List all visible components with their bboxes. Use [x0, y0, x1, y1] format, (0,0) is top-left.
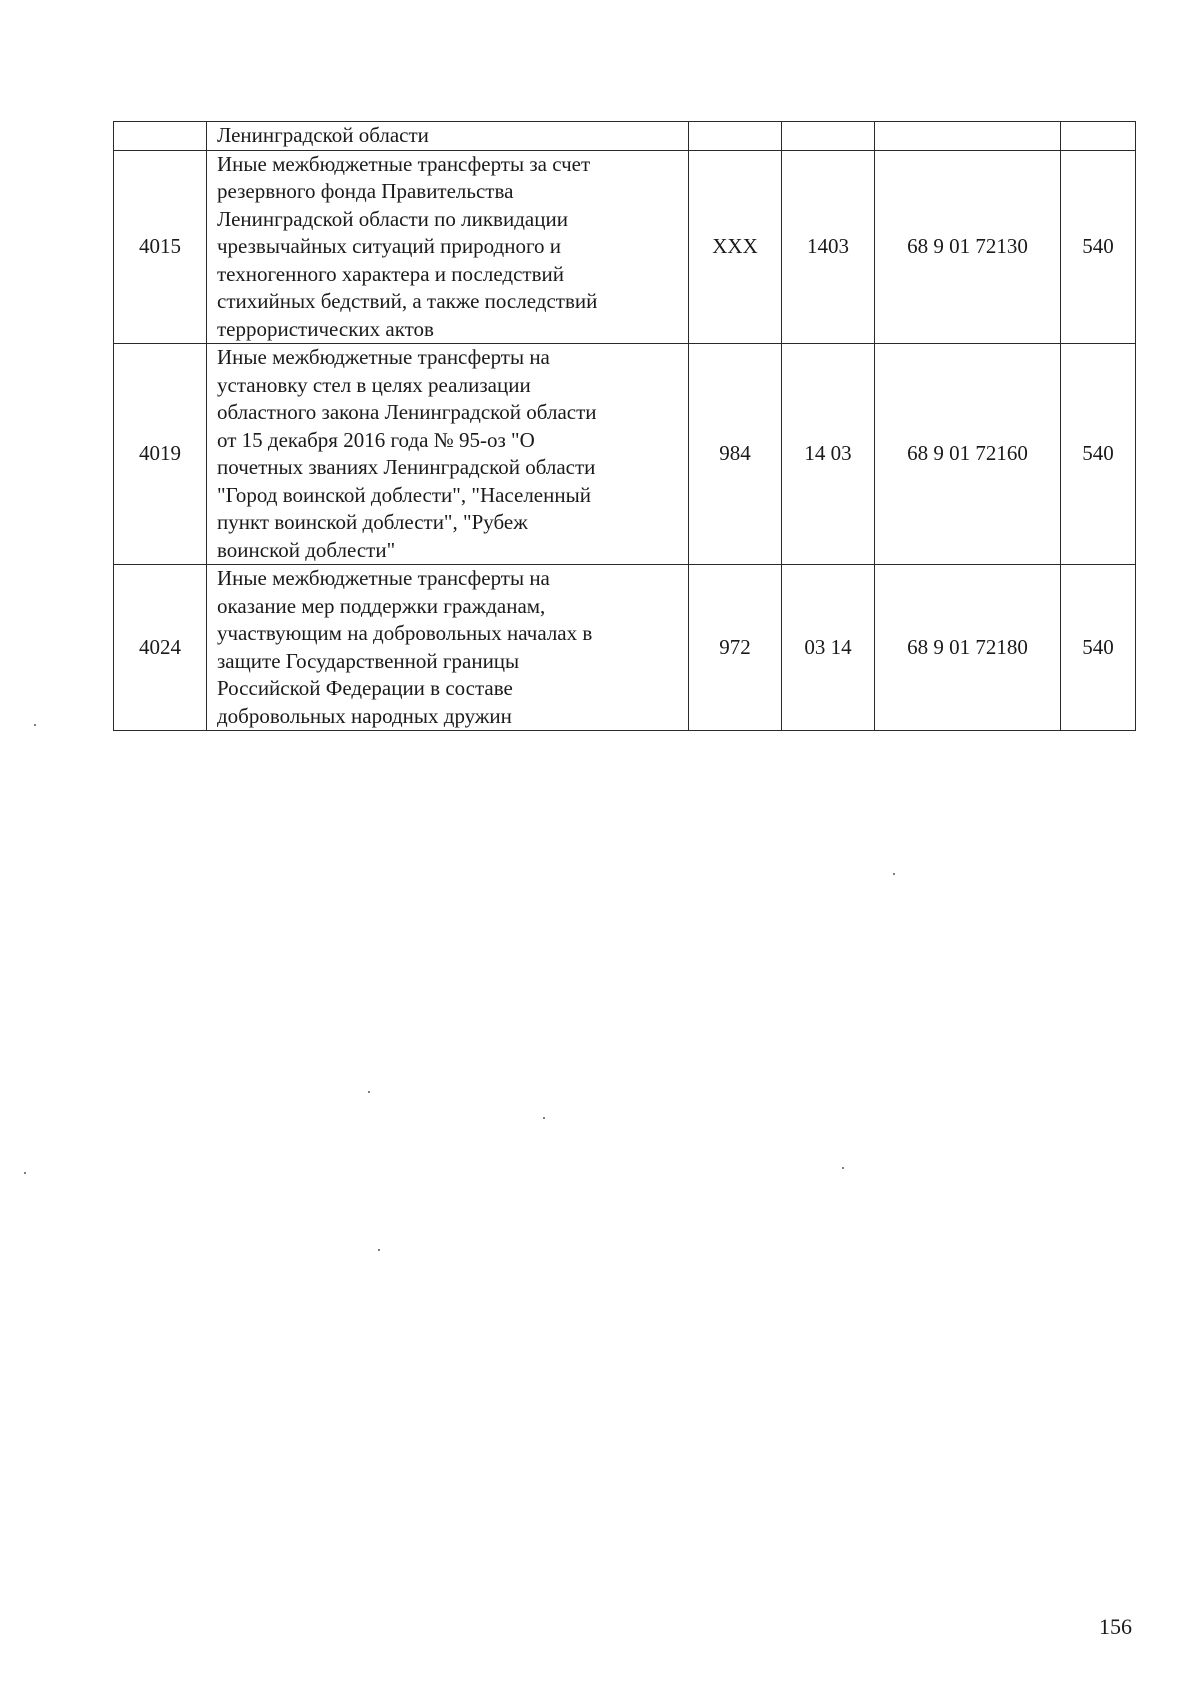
description-line: террористических актов — [217, 316, 434, 341]
table-row — [114, 344, 1136, 565]
description-line: Ленинградской области — [217, 123, 429, 147]
section-code-cell: 14 03 — [782, 344, 875, 565]
scan-speck — [842, 1167, 844, 1169]
description-line: от 15 декабря 2016 года № 95-оз "О — [217, 427, 535, 452]
section-code-cell: 03 14 — [782, 565, 875, 731]
scan-speck — [543, 1117, 545, 1119]
ministry-code-cell: XXX — [689, 150, 782, 344]
expense-type-cell: 540 — [1061, 565, 1136, 731]
scan-speck — [34, 724, 36, 726]
description-line: оказание мер поддержки гражданам, — [217, 593, 546, 618]
description-line: Иные межбюджетные трансферты на — [217, 566, 550, 590]
description-cell — [207, 122, 689, 151]
description-line: областного закона Ленинградской области — [217, 400, 597, 424]
scan-speck — [368, 1091, 370, 1093]
target-code-cell — [875, 122, 1061, 151]
page-number: 156 — [1099, 1614, 1132, 1639]
table-row — [114, 122, 1136, 151]
expense-type-cell: 540 — [1061, 150, 1136, 344]
ministry-code-cell: 984 — [689, 344, 782, 565]
description-line: "Город воинской доблести", "Населенный — [217, 482, 591, 507]
scan-speck — [893, 873, 895, 875]
expense-type-cell — [1061, 122, 1136, 151]
description-line: защите Государственной границы — [217, 648, 520, 673]
description-cell — [207, 344, 689, 565]
table-row — [114, 565, 1136, 731]
expense-type-cell: 540 — [1061, 344, 1136, 565]
section-code-cell — [782, 122, 875, 151]
description-line: добровольных народных дружин — [217, 703, 512, 728]
description-line: воинской доблести" — [217, 537, 396, 562]
ministry-code-cell: 972 — [689, 565, 782, 731]
description-line: пункт воинской доблести", "Рубеж — [217, 510, 528, 534]
code-cell: 4015 — [114, 150, 207, 344]
description-line: Ленинградской области по ликвидации — [217, 206, 568, 231]
description-cell — [207, 565, 689, 731]
description-line: участвующим на добровольных началах в — [217, 621, 593, 645]
table-row — [114, 150, 1136, 344]
description-line: техногенного характера и последствий — [217, 261, 564, 286]
description-line: Иные межбюджетные трансферты за счет — [217, 151, 591, 176]
ministry-code-cell — [689, 122, 782, 151]
description-line: чрезвычайных ситуаций природного и — [217, 234, 562, 258]
description-line: стихийных бедствий, а также последствий — [217, 289, 598, 313]
code-cell: 4019 — [114, 344, 207, 565]
target-code-cell: 68 9 01 72130 — [875, 150, 1061, 344]
code-cell: 4024 — [114, 565, 207, 731]
target-code-cell: 68 9 01 72180 — [875, 565, 1061, 731]
target-code-cell: 68 9 01 72160 — [875, 344, 1061, 565]
description-line: Иные межбюджетные трансферты на — [217, 345, 550, 369]
description-line: Российской Федерации в составе — [217, 676, 513, 700]
scan-speck — [24, 1172, 26, 1174]
budget-table — [113, 121, 1136, 731]
description-line: почетных званиях Ленинградской области — [217, 455, 596, 479]
code-cell — [114, 122, 207, 151]
description-cell — [207, 150, 689, 344]
scan-speck — [378, 1249, 380, 1251]
description-line: установку стел в целях реализации — [217, 372, 531, 397]
description-line: резервного фонда Правительства — [217, 179, 514, 203]
section-code-cell: 1403 — [782, 150, 875, 344]
